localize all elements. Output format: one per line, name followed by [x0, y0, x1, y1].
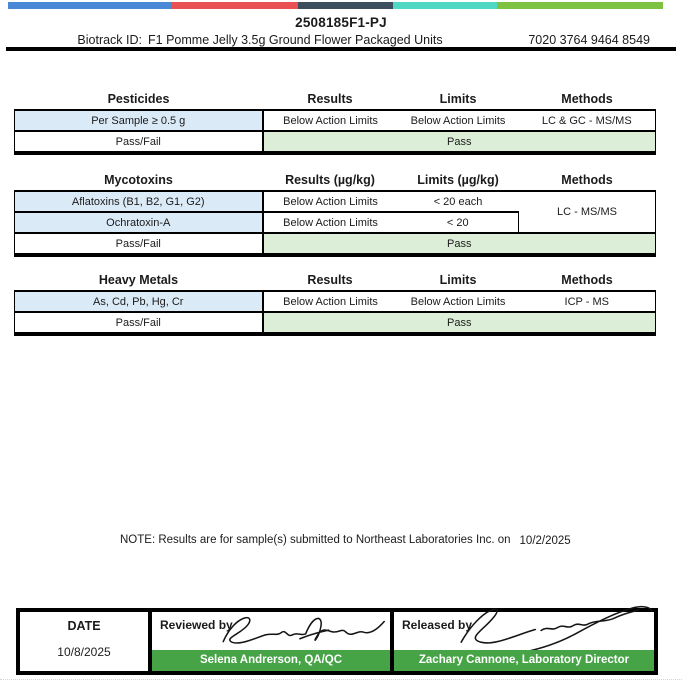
color-segment-teal	[393, 2, 497, 9]
color-segment-red	[172, 2, 298, 9]
methods-header: Methods	[519, 89, 656, 110]
mycotoxins-header-row	[15, 170, 656, 191]
table-row	[15, 291, 656, 312]
date-label: DATE	[67, 619, 101, 633]
heavy-metals-header: Heavy Metals	[15, 270, 263, 291]
results-header: Results	[263, 270, 398, 291]
biotrack-number: 7020 3764 9464 8549	[528, 33, 650, 47]
passfail-row	[15, 131, 656, 153]
biotrack-line	[30, 33, 490, 47]
submission-note	[120, 534, 571, 546]
results-header: Results	[263, 89, 398, 110]
heavy-metals-header-row	[15, 270, 656, 291]
heavy-metals-table	[14, 270, 656, 336]
pass-status-cell: Pass	[263, 312, 656, 334]
reviewed-by-label: Reviewed by	[160, 618, 233, 632]
method-cell: ICP - MS	[519, 291, 656, 312]
passfail-label-cell: Pass/Fail	[15, 131, 263, 153]
pesticides-header: Pesticides	[15, 89, 263, 110]
limit-cell: < 20 each	[398, 191, 519, 212]
result-cell: Below Action Limits	[263, 110, 398, 131]
limits-header: Limits (µg/kg)	[398, 170, 519, 191]
note-date: 10/2/2025	[519, 535, 571, 547]
analyte-label-cell: As, Cd, Pb, Hg, Cr	[15, 291, 263, 312]
limits-header: Limits	[398, 89, 519, 110]
method-cell: LC & GC - MS/MS	[519, 110, 656, 131]
note-text: NOTE: Results are for sample(s) submitted to Northeast Laboratories Inc. on	[120, 534, 511, 546]
reviewed-name-bar: Selena Andrerson, QA/QC	[152, 650, 390, 671]
pesticides-table	[14, 89, 656, 155]
analyte-label-cell: Aflatoxins (B1, B2, G1, G2)	[15, 191, 263, 212]
released-by-cell	[394, 612, 654, 671]
reviewed-by-cell	[152, 612, 394, 671]
mycotoxins-table	[14, 170, 656, 257]
methods-header: Methods	[519, 270, 656, 291]
pass-status-cell: Pass	[263, 131, 656, 153]
color-segment-green	[497, 2, 663, 9]
result-cell: Below Action Limits	[263, 212, 398, 233]
results-header: Results (µg/kg)	[263, 170, 398, 191]
analyte-label-cell: Per Sample ≥ 0.5 g	[15, 110, 263, 131]
pass-status-cell: Pass	[263, 233, 656, 255]
passfail-label-cell: Pass/Fail	[15, 233, 263, 255]
mycotoxins-header: Mycotoxins	[15, 170, 263, 191]
biotrack-value: F1 Pomme Jelly 3.5g Ground Flower Packaged Units	[148, 33, 443, 47]
passfail-row	[15, 312, 656, 334]
page-bottom-edge	[0, 679, 682, 680]
table-row	[15, 191, 656, 212]
signature-table	[16, 608, 658, 675]
passfail-row	[15, 233, 656, 255]
report-id-title: 2508185F1-PJ	[295, 15, 387, 30]
date-cell	[20, 612, 152, 671]
limit-cell: Below Action Limits	[398, 291, 519, 312]
result-cell: Below Action Limits	[263, 291, 398, 312]
method-cell-merged: LC - MS/MS	[519, 191, 656, 233]
table-row	[15, 110, 656, 131]
released-name-bar: Zachary Cannone, Laboratory Director	[394, 650, 654, 671]
color-segment-blue	[8, 2, 172, 9]
analyte-label-cell: Ochratoxin-A	[15, 212, 263, 233]
color-segment-slate	[298, 2, 393, 9]
limit-cell: < 20	[398, 212, 519, 233]
methods-header: Methods	[519, 170, 656, 191]
result-cell: Below Action Limits	[263, 191, 398, 212]
pesticides-header-row	[15, 89, 656, 110]
limit-cell: Below Action Limits	[398, 110, 519, 131]
limits-header: Limits	[398, 270, 519, 291]
header-divider-rule	[6, 47, 676, 51]
top-color-bar	[8, 2, 663, 9]
passfail-label-cell: Pass/Fail	[15, 312, 263, 334]
released-by-label: Released by	[402, 618, 473, 632]
date-value: 10/8/2025	[57, 645, 111, 659]
biotrack-label: Biotrack ID:	[77, 33, 143, 47]
